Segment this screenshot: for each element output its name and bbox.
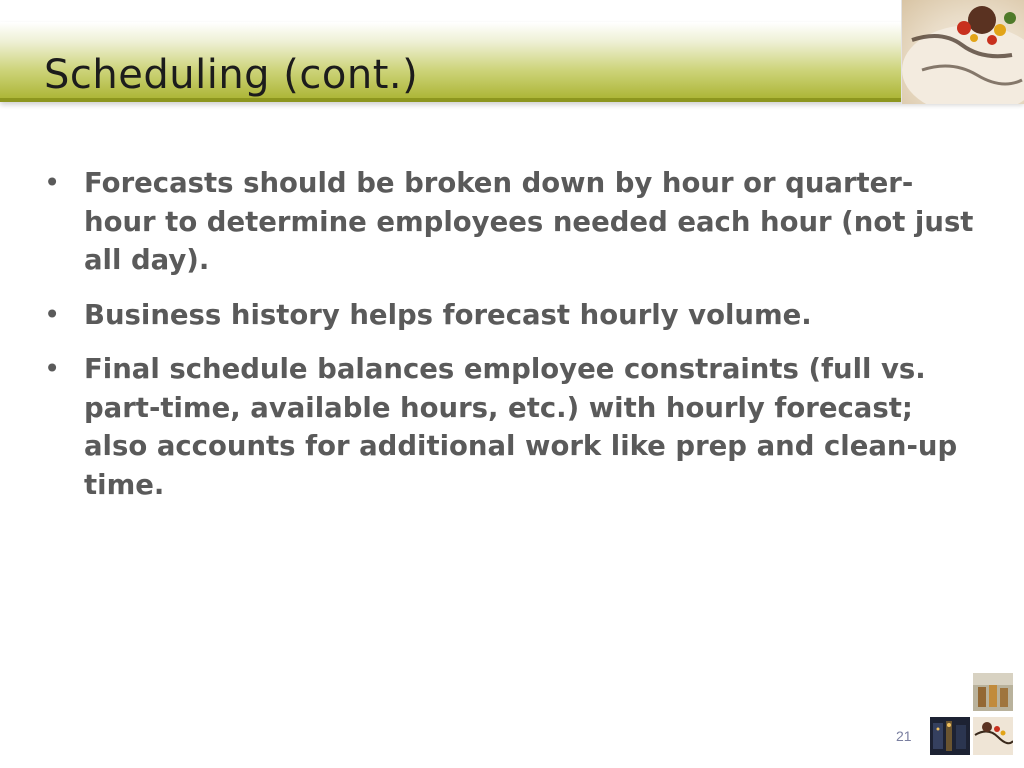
drinks-thumbnail (973, 673, 1013, 711)
bullet-marker: • (44, 298, 61, 331)
plated-food-image (973, 717, 1013, 755)
bullet-marker: • (44, 353, 61, 385)
title-bar (0, 22, 1024, 102)
food-plate-image (902, 0, 1024, 104)
bullet-item (44, 164, 984, 280)
corner-food-photo (901, 0, 1024, 104)
drinks-image (973, 673, 1013, 711)
bullet-list (44, 164, 984, 520)
bullet-item (44, 350, 984, 504)
bullet-item (44, 296, 984, 335)
slide-title: Scheduling (cont.) (44, 52, 419, 98)
bullet-text: Business history helps forecast hourly volume. (84, 298, 812, 331)
restaurant-thumbnail (930, 717, 970, 755)
page-number: 21 (896, 728, 912, 744)
bullet-marker: • (44, 167, 61, 199)
bullet-text: Forecasts should be broken down by hour or quarter-hour to determine employees needed each hour (not just all day). (84, 167, 974, 276)
bullet-text: Final schedule balances employee constraints (full vs. part-time, available hours, etc.) with hourly forecast; also accounts for additional work like prep and clean-up time. (84, 353, 958, 501)
restaurant-interior-image (930, 717, 970, 755)
food-thumbnail (973, 717, 1013, 755)
